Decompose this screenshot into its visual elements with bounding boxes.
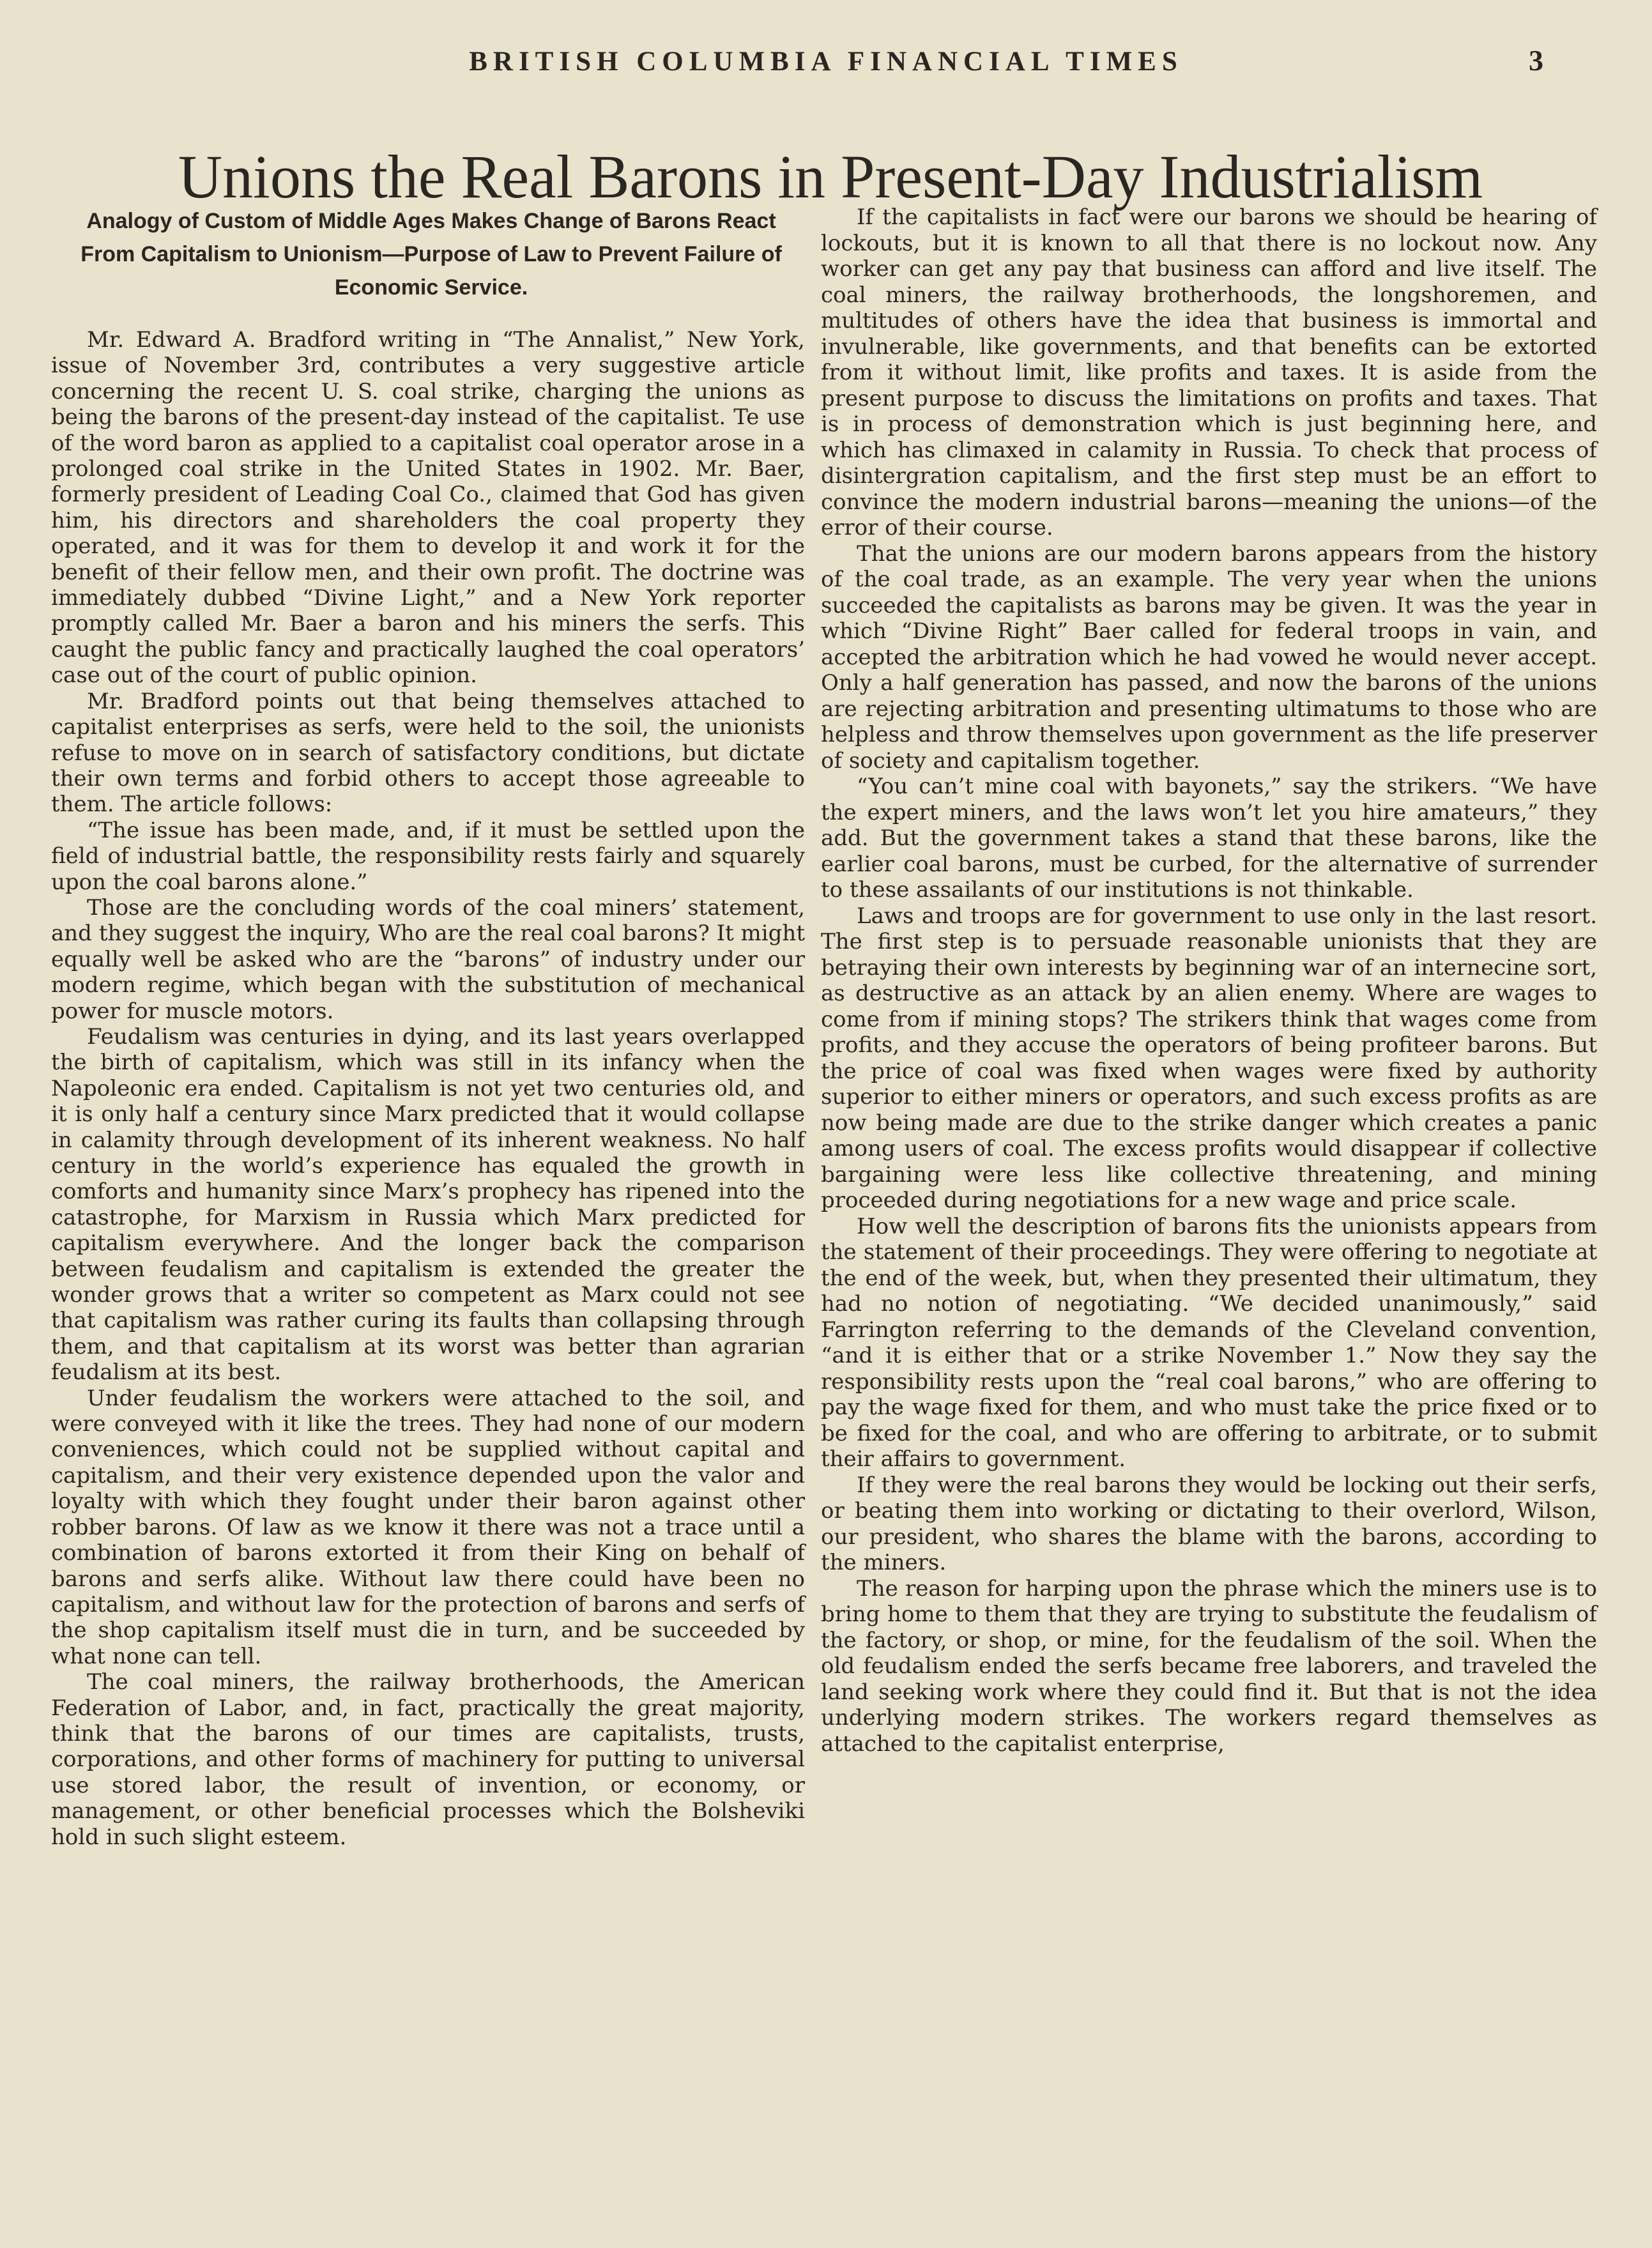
article-deck: Analogy of Custom of Middle Ages Makes Change of Barons React From Capitalism to Unionism—Purpose of Law to Prevent Failure of Economic Service. (80, 209, 782, 300)
paragraph: “You can’t mine coal with bayonets,” say the strikers. “We have the expert miners, and the laws won’t let you hire amateurs,” they add. But the government takes a stand that these barons, like the earlier coal barons, must be curbed, for the alternative of surrender to these assailants of our institutions is not thinkable. (821, 774, 1597, 903)
paragraph: “The issue has been made, and, if it must be settled upon the field of industrial battle, the responsibility rests fairly and squarely upon the coal barons alone.” (51, 817, 805, 895)
paragraph: If the capitalists in fact were our barons we should be hearing of lockouts, but it is known to all that there is no lockout now. Any worker can get any pay that business can afford and live itself. The coal miners, the railway brotherhoods, the longshoremen, and multitudes of others have the idea that business is immortal and invulnerable, like governments, and that benefits can be extorted from it without limit, like profits and taxes. It is aside from the present purpose to discuss the limitations on profits and taxes. That is in process of demonstration which is just beginning here, and which has climaxed in calamity in Russia. To check that process of disintergration capitalism, and the first step must be an effort to convince the modern industrial barons—meaning the unions—of the error of their course. (821, 204, 1597, 540)
paragraph: Mr. Edward A. Bradford writing in “The Annalist,” New York, issue of November 3rd, contributes a very suggestive article concerning the recent U. S. coal strike, charging the unions as being the barons of the present-day instead of the capitalist. Te use of the word baron as applied to a capitalist coal operator arose in a prolonged coal strike in the United States in 1902. Mr. Baer, formerly president of Leading Coal Co., claimed that God has given him, his directors and shareholders the coal property they operated, and it was for them to develop it and work it for the benefit of their fellow men, and their own profit. The doctrine was immediately dubbed “Divine Light,” and a New York reporter promptly called Mr. Baer a baron and his miners the serfs. This caught the public fancy and practically laughed the coal operators’ case out of the court of public opinion. (51, 327, 805, 689)
paragraph: How well the description of barons fits the unionists appears from the statement of their proceedings. They were offering to negotiate at the end of the week, but, when they presented their ultimatum, they had no notion of negotiating. “We decided unanimously,” said Farrington referring to the demands of the Cleveland convention, “and it is either that or a strike November 1.” Now they say the responsibility rests upon the “real coal barons,” who are offering to pay the wage fixed for them, and who must take the price fixed or to be fixed for the coal, and who are offering to arbitrate, or to submit their affairs to government. (821, 1213, 1597, 1472)
paragraph: That the unions are our modern barons appears from the history of the coal trade, as an example. The very year when the unions succeeded the capitalists as barons may be given. It was the year in which “Divine Right” Baer called for federal troops in vain, and accepted the arbitration which he had vowed he would never accept. Only a half generation has passed, and now the barons of the unions are rejecting arbitration and presenting ultimatums to those who are helpless and throw themselves upon government as the life preserver of society and capitalism together. (821, 540, 1597, 774)
article-headline: Unions the Real Barons in Present-Day Industrialism (178, 142, 1483, 211)
paragraph: Laws and troops are for government to use only in the last resort. The first step is to persuade reasonable unionists that they are betraying their own interests by beginning war of an internecine sort, as destructive as an attack by an alien enemy. Where are wages to come from if mining stops? The strikers think that wages come from profits, and they accuse the operators of being profiteer barons. But the price of coal was fixed when wages were fixed by authority superior to either miners or operators, and such excess profits as are now being made are due to the strike danger which creates a panic among users of coal. The excess profits would disappear if collective bargaining were less like collective threatening, and mining proceeded during negotiations for a new wage and price scale. (821, 903, 1597, 1213)
page-number: 3 (1529, 44, 1543, 77)
left-column (51, 204, 805, 1850)
paragraph: Under feudalism the workers were attached to the soil, and were conveyed with it like the trees. They had none of our modern conveniences, which could not be supplied without capital and capitalism, and their very existence depended upon the valor and loyalty with which they fought under their baron against other robber barons. Of law as we know it there was not a trace until a combination of barons extorted it from their King on behalf of barons and serfs alike. Without law there could have been no capitalism, and without law for the protection of barons and serfs of the shop capitalism itself must die in turn, and be succeeded by what none can tell. (51, 1385, 805, 1669)
paragraph: If they were the real barons they would be locking out their serfs, or beating them into working or dictating to their overlord, Wilson, our president, who shares the blame with the barons, according to the miners. (821, 1472, 1597, 1575)
paragraph: Those are the concluding words of the coal miners’ statement, and they suggest the inquiry, Who are the real coal barons? It might equally well be asked who are the “barons” of industry under our modern regime, which began with the substitution of mechanical power for muscle motors. (51, 894, 805, 1024)
paragraph: Mr. Bradford points out that being themselves attached to capitalist enterprises as serfs, were held to the soil, the unionists refuse to move on in search of satisfactory conditions, but dictate their own terms and forbid others to accept those agreeable to them. The article follows: (51, 688, 805, 818)
paragraph: Feudalism was centuries in dying, and its last years overlapped the birth of capitalism, which was still in its infancy when the Napoleonic era ended. Capitalism is not yet two centuries old, and it is only half a century since Marx predicted that it would collapse in calamity through development of its inherent weakness. No half century in the world’s experience has equaled the growth in comforts and humanity since Marx’s prophecy has ripened into the catastrophe, for Marxism in Russia which Marx predicted for capitalism everywhere. And the longer back the comparison between feudalism and capitalism is extended the greater the wonder grows that a writer so competent as Marx could not see that capitalism was rather curing its faults than collapsing through them, and that capitalism at its worst was better than agrarian feudalism at its best. (51, 1023, 805, 1386)
masthead: BRITISH COLUMBIA FINANCIAL TIMES (469, 47, 1183, 77)
paragraph: The coal miners, the railway brotherhoods, the American Federation of Labor, and, in fact, practically the great majority, think that the barons of our times are capitalists, trusts, corporations, and other forms of machinery for putting to universal use stored labor, the result of invention, or economy, or management, or other beneficial processes which the Bolsheviki hold in such slight esteem. (51, 1669, 805, 1850)
right-column (821, 204, 1597, 1757)
paragraph: The reason for harping upon the phrase which the miners use is to bring home to them that they are trying to substitute the feudalism of the factory, or shop, or mine, for the feudalism of the soil. When the old feudalism ended the serfs became free laborers, and traveled the land seeking work where they could find it. But that is not the idea underlying modern strikes. The workers regard themselves as attached to the capitalist enterprise, (821, 1575, 1597, 1757)
